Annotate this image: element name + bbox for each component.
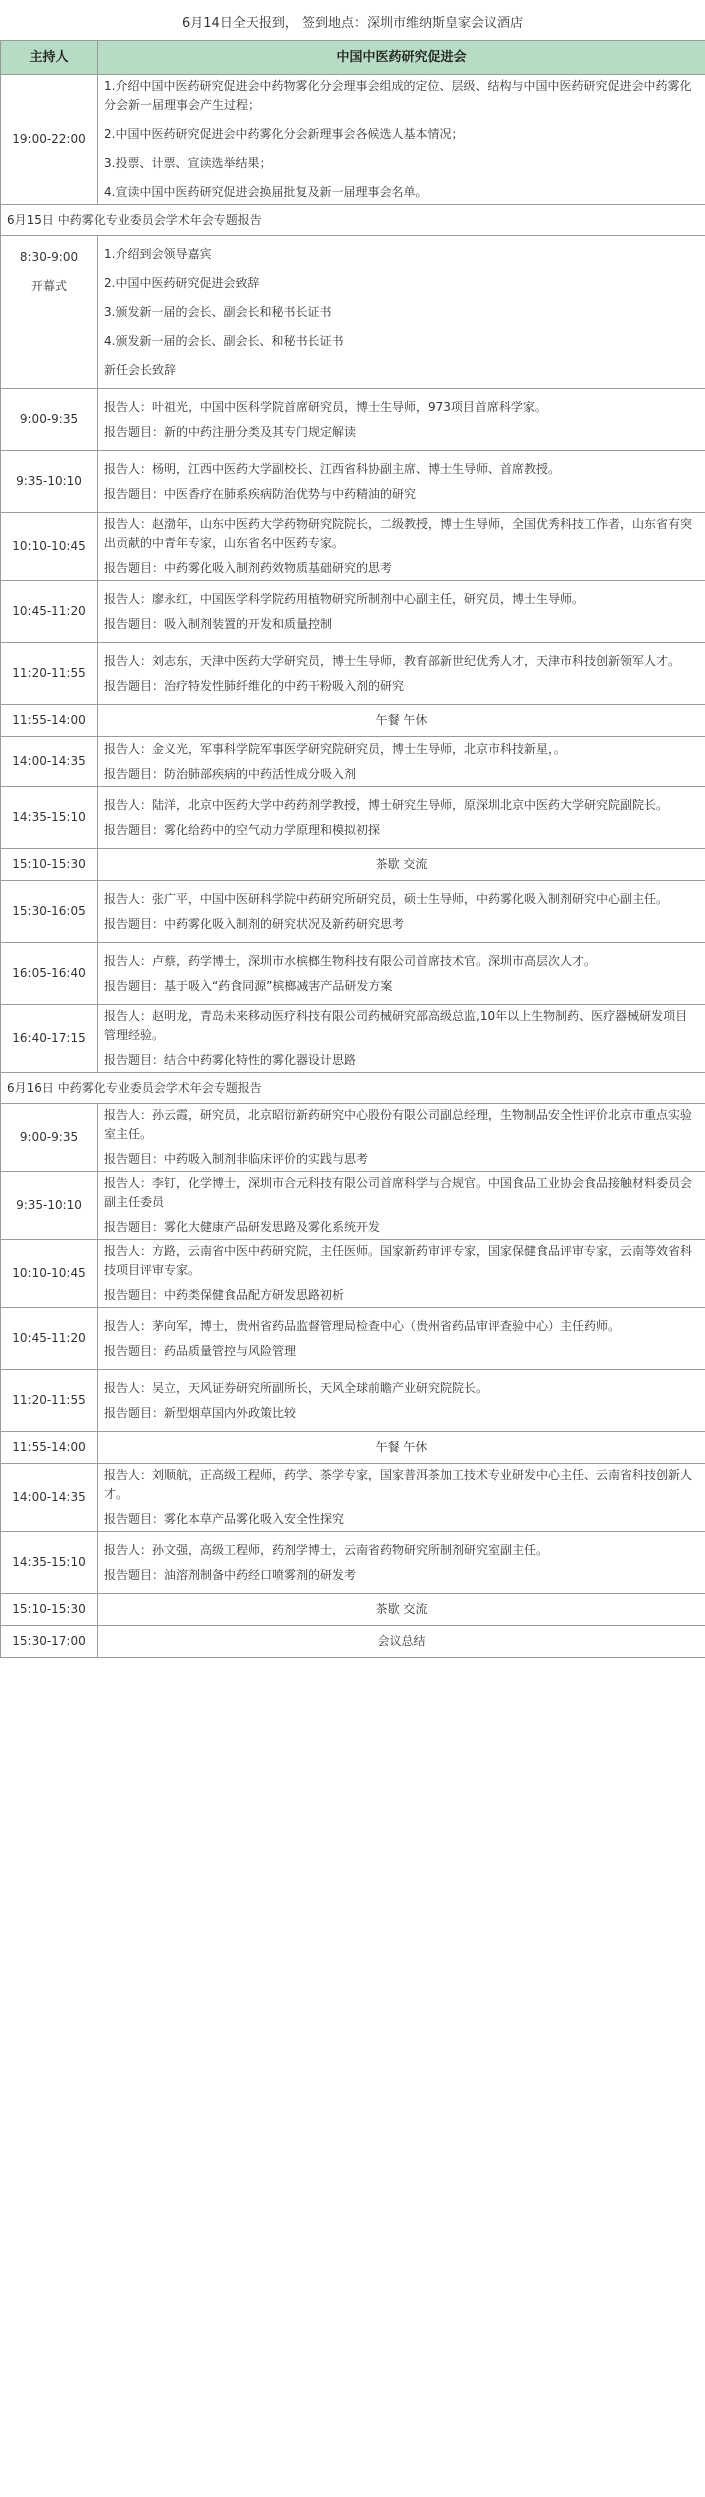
schedule-table bbox=[0, 40, 705, 1658]
break-label: 茶歇 交流 bbox=[98, 1594, 705, 1626]
day1-item: 4.宣读中国中医药研究促进会换届批复及新一届理事会名单。 bbox=[104, 185, 428, 199]
opening-name: 开幕式 bbox=[30, 279, 67, 293]
time-slot: 9:35-10:10 bbox=[1, 1172, 98, 1240]
report-content bbox=[98, 1532, 705, 1594]
report-topic: 报告题目：雾化给药中的空气动力学原理和模拟初探 bbox=[104, 822, 381, 837]
reporter-info: 报告人：张广平，中国中医研科学院中药研究所研究员，硕士生导师，中药雾化吸入制剂研究中心副主任。 bbox=[104, 891, 669, 906]
reporter-info: 报告人：赵渤年，山东中医药大学药物研究院院长，二级教授，博士生导师，全国优秀科技工作者，山东省有突出贡献的中青年专家，山东省名中医药专家。 bbox=[104, 517, 693, 550]
report-content bbox=[98, 1240, 705, 1308]
report-content bbox=[98, 643, 705, 705]
break-label: 午餐 午休 bbox=[98, 705, 705, 737]
report-topic: 报告题目：油溶剂制备中药经口喷雾剂的研发考 bbox=[104, 1567, 357, 1582]
opening-item: 2.中国中医药研究促进会致辞 bbox=[104, 275, 260, 290]
header-host: 主持人 bbox=[1, 41, 98, 75]
time-slot: 11:20-11:55 bbox=[1, 1370, 98, 1432]
reporter-info: 报告人：孙云霞，研究员，北京昭衍新药研究中心股份有限公司副总经理，生物制品安全性评价北京市重点实验室主任。 bbox=[104, 1108, 693, 1141]
opening-item: 3.颁发新一届的会长、副会长和秘书长证书 bbox=[104, 304, 332, 319]
reporter-info: 报告人：廖永红，中国医学科学院药用植物研究所制剂中心副主任，研究员，博士生导师。 bbox=[104, 591, 585, 606]
report-content bbox=[98, 581, 705, 643]
report-content bbox=[98, 881, 705, 943]
report-content bbox=[98, 1370, 705, 1432]
report-topic: 报告题目：防治肺部疾病的中药活性成分吸入剂 bbox=[104, 766, 357, 781]
registration-note: 6月14日全天报到， 签到地点：深圳市维纳斯皇家会议酒店 bbox=[182, 16, 523, 31]
report-row bbox=[1, 881, 705, 943]
reporter-info: 报告人：吴立，天风证券研究所副所长，天风全球前瞻产业研究院院长。 bbox=[104, 1380, 489, 1395]
report-content bbox=[98, 451, 705, 513]
reporter-info: 报告人：杨明，江西中医药大学副校长、江西省科协副主席、博士生导师、首席教授。 bbox=[104, 461, 561, 476]
time-slot: 14:35-15:10 bbox=[1, 1532, 98, 1594]
report-content bbox=[98, 737, 705, 787]
time-slot: 10:45-11:20 bbox=[1, 581, 98, 643]
report-content bbox=[98, 389, 705, 451]
time-slot: 10:45-11:20 bbox=[1, 1308, 98, 1370]
report-topic: 报告题目：基于吸入“药食同源”槟榔减害产品研发方案 bbox=[104, 978, 393, 993]
report-topic: 报告题目：新的中药注册分类及其专门规定解读 bbox=[104, 424, 357, 439]
report-topic: 报告题目：新型烟草国内外政策比较 bbox=[104, 1405, 297, 1420]
header-organizer: 中国中医药研究促进会 bbox=[98, 41, 705, 75]
time-slot: 9:00-9:35 bbox=[1, 1104, 98, 1172]
break-row bbox=[1, 1432, 705, 1464]
reporter-info: 报告人：方路，云南省中医中药研究院，主任医师。国家新药审评专家，国家保健食品评审专家，云南等效省科技项目评审专家。 bbox=[104, 1244, 693, 1277]
report-row bbox=[1, 1532, 705, 1594]
break-row bbox=[1, 849, 705, 881]
day3-title: 6月16日 中药雾化专业委员会学术年会专题报告 bbox=[1, 1073, 705, 1104]
report-row bbox=[1, 1005, 705, 1073]
reporter-info: 报告人：赵明龙，青岛未来移动医疗科技有限公司药械研究部高级总监,10年以上生物制药、医疗器械研发项目管理经验。 bbox=[104, 1009, 688, 1042]
time-slot: 15:30-17:00 bbox=[1, 1626, 98, 1658]
report-content bbox=[98, 1464, 705, 1532]
opening-item: 1.介绍到会领导嘉宾 bbox=[104, 246, 212, 261]
time-slot: 14:00-14:35 bbox=[1, 1464, 98, 1532]
report-topic: 报告题目：中药吸入制剂非临床评价的实践与思考 bbox=[104, 1152, 369, 1166]
break-label: 会议总结 bbox=[98, 1626, 705, 1658]
report-content bbox=[98, 513, 705, 581]
report-topic: 报告题目：中药雾化吸入制剂的研究状况及新药研究思考 bbox=[104, 916, 405, 931]
report-row bbox=[1, 581, 705, 643]
opening-time-cell bbox=[1, 236, 98, 389]
report-content bbox=[98, 1005, 705, 1073]
time-slot: 14:00-14:35 bbox=[1, 737, 98, 787]
report-row bbox=[1, 1172, 705, 1240]
opening-item: 4.颁发新一届的会长、副会长、和秘书长证书 bbox=[104, 333, 344, 348]
time-slot: 10:10-10:45 bbox=[1, 1240, 98, 1308]
time-slot: 16:05-16:40 bbox=[1, 943, 98, 1005]
time-slot: 11:55-14:00 bbox=[1, 1432, 98, 1464]
day1-item: 3.投票、计票、宣读选举结果； bbox=[104, 156, 272, 170]
time-slot: 9:35-10:10 bbox=[1, 451, 98, 513]
report-row bbox=[1, 1308, 705, 1370]
report-topic: 报告题目：吸入制剂装置的开发和质量控制 bbox=[104, 616, 333, 631]
report-row bbox=[1, 1464, 705, 1532]
reporter-info: 报告人：茅向军，博士，贵州省药品监督管理局检查中心（贵州省药品审评查验中心）主任药师。 bbox=[104, 1318, 621, 1333]
report-topic: 报告题目：结合中药雾化特性的雾化器设计思路 bbox=[104, 1053, 357, 1067]
time-slot: 14:35-15:10 bbox=[1, 787, 98, 849]
report-content bbox=[98, 787, 705, 849]
report-content bbox=[98, 943, 705, 1005]
report-topic: 报告题目：中医香疗在肺系疾病防治优势与中药精油的研究 bbox=[104, 486, 417, 501]
report-row bbox=[1, 389, 705, 451]
time-slot: 16:40-17:15 bbox=[1, 1005, 98, 1073]
report-content bbox=[98, 1172, 705, 1240]
report-topic: 报告题目：治疗特发性肺纤维化的中药干粉吸入剂的研究 bbox=[104, 678, 405, 693]
opening-item: 新任会长致辞 bbox=[104, 362, 177, 377]
reporter-info: 报告人：陆洋，北京中医药大学中药药剂学教授，博士研究生导师，原深圳北京中医药大学研究院副院长。 bbox=[104, 797, 669, 812]
day3-title-row bbox=[1, 1073, 705, 1104]
day1-item: 2.中国中医药研究促进会中药雾化分会新理事会各候选人基本情况； bbox=[104, 127, 464, 141]
reporter-info: 报告人：孙文强，高级工程师，药剂学博士，云南省药物研究所制剂研究室副主任。 bbox=[104, 1542, 549, 1557]
day1-session-row bbox=[1, 75, 705, 205]
time-slot: 15:30-16:05 bbox=[1, 881, 98, 943]
time-slot: 15:10-15:30 bbox=[1, 1594, 98, 1626]
break-label: 午餐 午休 bbox=[98, 1432, 705, 1464]
report-topic: 报告题目：药品质量管控与风险管理 bbox=[104, 1343, 297, 1358]
report-row bbox=[1, 943, 705, 1005]
report-topic: 报告题目：雾化本草产品雾化吸入安全性探究 bbox=[104, 1512, 345, 1526]
report-row bbox=[1, 1370, 705, 1432]
report-row bbox=[1, 787, 705, 849]
day2-title-row bbox=[1, 205, 705, 236]
opening-time: 8:30-9:00 bbox=[19, 250, 79, 264]
time-slot: 11:20-11:55 bbox=[1, 643, 98, 705]
day2-title: 6月15日 中药雾化专业委员会学术年会专题报告 bbox=[1, 205, 705, 236]
break-row bbox=[1, 1626, 705, 1658]
reporter-info: 报告人：卢蔡，药学博士，深圳市水槟榔生物科技有限公司首席技术官。深圳市高层次人才。 bbox=[104, 953, 597, 968]
report-content bbox=[98, 1308, 705, 1370]
day1-items bbox=[98, 75, 705, 205]
report-row bbox=[1, 451, 705, 513]
report-content bbox=[98, 1104, 705, 1172]
reporter-info: 报告人：刘顺航，正高级工程师，药学、茶学专家，国家普洱茶加工技术专业研发中心主任、云南省科技创新人才。 bbox=[104, 1468, 693, 1501]
report-topic: 报告题目：中药类保健食品配方研发思路初析 bbox=[104, 1288, 345, 1302]
table-header-row bbox=[1, 41, 705, 75]
break-row bbox=[1, 705, 705, 737]
break-label: 茶歇 交流 bbox=[98, 849, 705, 881]
opening-row bbox=[1, 236, 705, 389]
report-row bbox=[1, 643, 705, 705]
reporter-info: 报告人：刘志东，天津中医药大学研究员，博士生导师，教育部新世纪优秀人才，天津市科技创新领军人才。 bbox=[104, 653, 681, 668]
reporter-info: 报告人：叶祖光，中国中医科学院首席研究员，博士生导师，973项目首席科学家。 bbox=[104, 399, 547, 414]
report-row bbox=[1, 1240, 705, 1308]
time-slot: 9:00-9:35 bbox=[1, 389, 98, 451]
time-slot: 11:55-14:00 bbox=[1, 705, 98, 737]
report-topic: 报告题目：中药雾化吸入制剂药效物质基础研究的思考 bbox=[104, 561, 393, 575]
reporter-info: 报告人：金义光，军事科学院军事医学研究院研究员，博士生导师，北京市科技新星，。 bbox=[104, 741, 567, 756]
day1-item: 1.介绍中国中医药研究促进会中药物雾化分会理事会组成的定位、层级、结构与中国中医药研究促进会中药雾化分会新一届理事会产生过程； bbox=[104, 79, 692, 112]
report-row bbox=[1, 737, 705, 787]
report-row bbox=[1, 513, 705, 581]
reporter-info: 报告人：李钉，化学博士，深圳市合元科技有限公司首席科学与合规官。中国食品工业协会食品接触材料委员会副主任委员 bbox=[104, 1176, 693, 1209]
report-row bbox=[1, 1104, 705, 1172]
opening-items bbox=[98, 236, 705, 389]
report-topic: 报告题目：雾化大健康产品研发思路及雾化系统开发 bbox=[104, 1220, 381, 1234]
day1-time: 19:00-22:00 bbox=[1, 75, 98, 205]
break-row bbox=[1, 1594, 705, 1626]
time-slot: 10:10-10:45 bbox=[1, 513, 98, 581]
time-slot: 15:10-15:30 bbox=[1, 849, 98, 881]
